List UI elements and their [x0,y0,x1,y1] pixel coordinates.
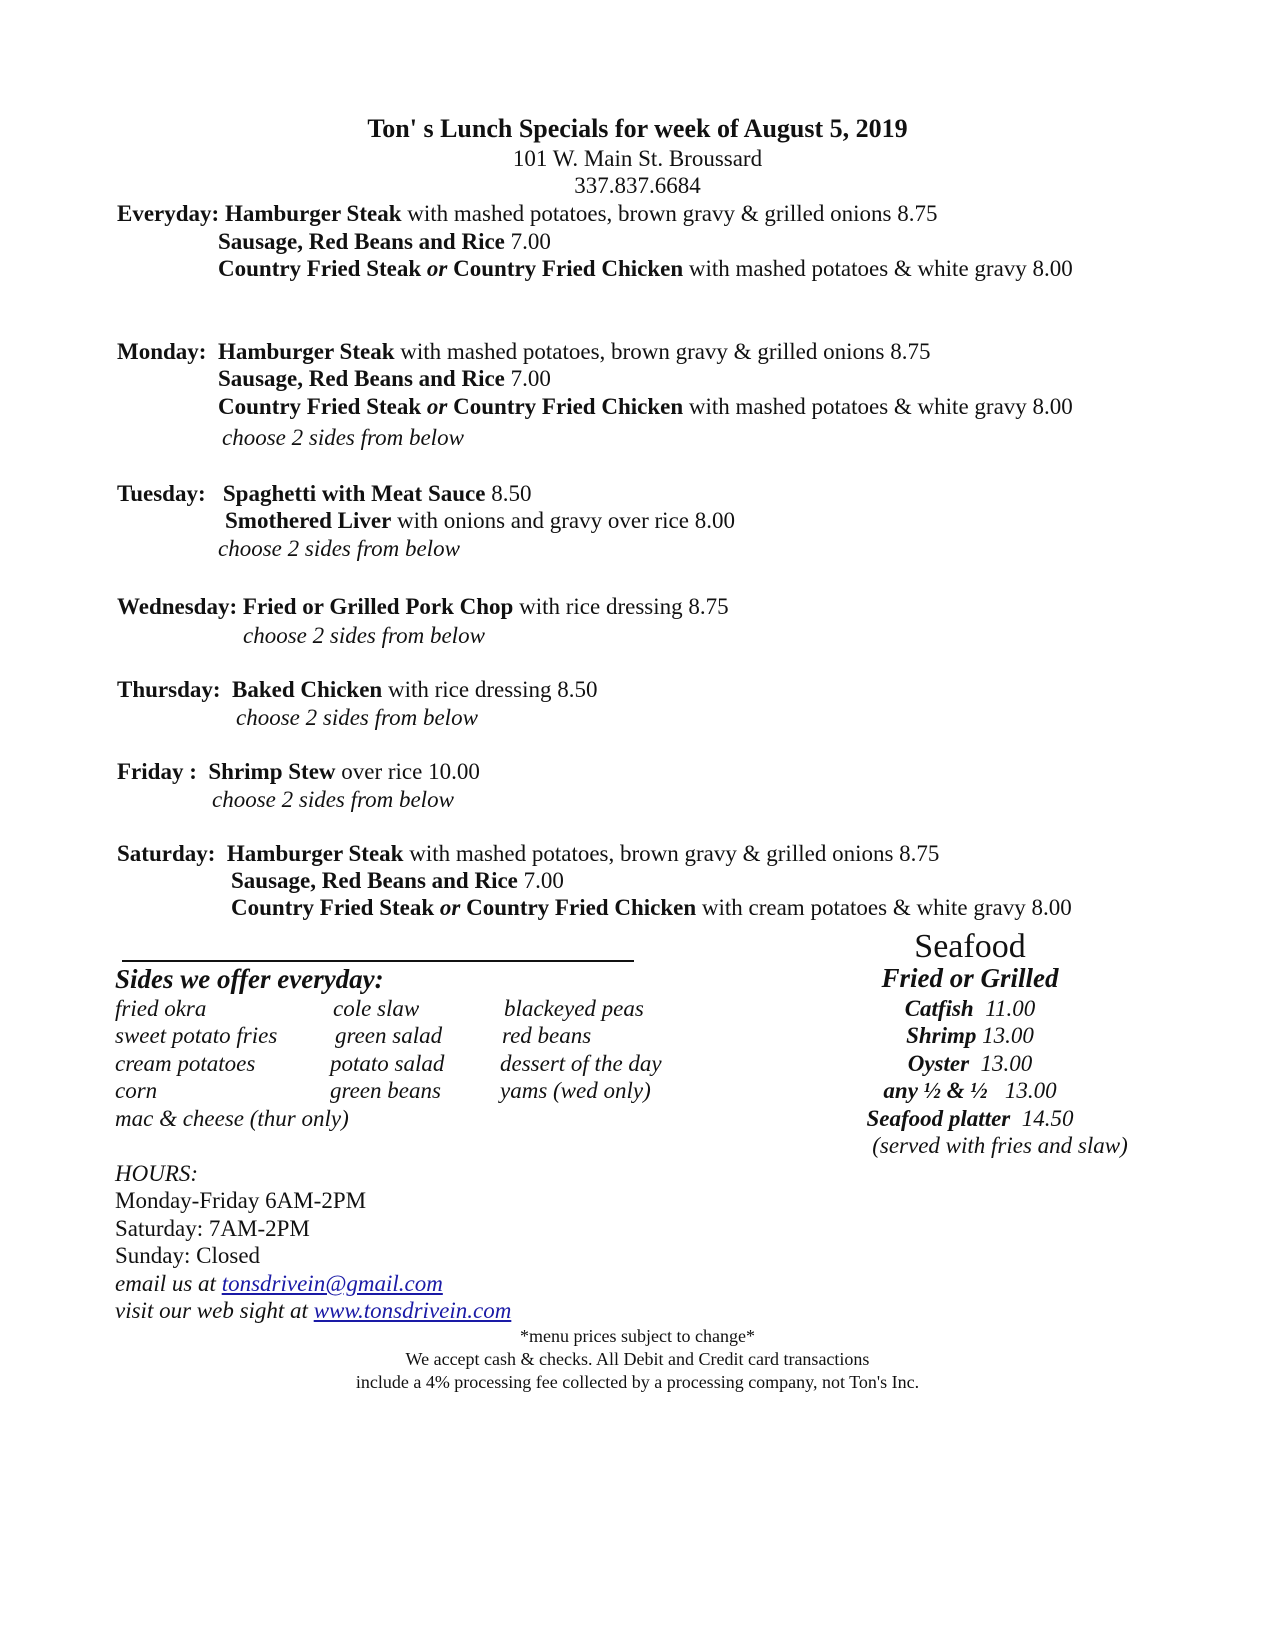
day-label: Saturday: [117,841,216,866]
menu-item-name: Country Fried Chicken [466,895,697,920]
hours-line: Saturday: 7AM-2PM [115,1216,310,1241]
saturday-line-3 [231,894,1072,922]
menu-item-name: Fried or Grilled Pork Chop [242,594,514,619]
footer-fee-note: include a 4% processing fee collected by a processing company, not Ton's Inc. [355,1372,920,1392]
address: 101 W. Main St. Broussard [512,146,763,171]
menu-item-name: Sausage, Red Beans and Rice [218,229,505,254]
menu-item-desc: with mashed potatoes & white gravy 8.00 [683,394,1073,419]
side-item: cole slaw [333,996,420,1021]
menu-item-desc: 7.00 [504,366,551,391]
menu-item-desc: with mashed potatoes & white gravy 8.00 [683,256,1073,281]
menu-item-desc: with mashed potatoes, brown gravy & grilled onions 8.75 [394,339,931,364]
menu-item-name: Sausage, Red Beans and Rice [231,868,518,893]
seafood-item: Oyster 13.00 [907,1051,1033,1076]
side-item: mac & cheese (thur only) [115,1106,349,1131]
menu-item-desc: with mashed potatoes, brown gravy & grilled onions 8.75 [403,841,940,866]
monday-line-3 [218,393,1073,421]
menu-item-name: Smothered Liver [225,508,392,533]
seafood-item: Seafood platter 14.50 [866,1106,1074,1131]
friday-sides-note: choose 2 sides from below [212,787,454,812]
side-item: red beans [502,1023,592,1048]
everyday-line-3 [218,255,1073,283]
footer-price-note: *menu prices subject to change* [520,1326,755,1346]
or-text: or [426,394,448,419]
day-label: Thursday: [117,677,221,702]
saturday-line-1 [117,840,939,868]
menu-item-name: Sausage, Red Beans and Rice [218,366,505,391]
friday-line-1 [117,758,480,786]
phone: 337.837.6684 [574,173,701,198]
seafood-item: any ½ & ½ 13.00 [883,1078,1057,1103]
side-item: green salad [335,1023,443,1048]
menu-item-name: Country Fried Steak [218,256,422,281]
side-item: dessert of the day [500,1051,662,1076]
seafood-heading: Seafood [914,928,1026,965]
menu-item-desc: with cream potatoes & white gravy 8.00 [696,895,1072,920]
website-line [115,1297,511,1325]
tuesday-sides-note: choose 2 sides from below [218,536,460,561]
day-label: Friday : [117,759,197,784]
side-item: green beans [330,1078,441,1103]
email-link[interactable]: tonsdrivein@gmail.com [221,1271,443,1296]
tuesday-line-1 [117,480,531,508]
menu-item-name: Country Fried Steak [231,895,435,920]
website-prefix: visit our web sight at [115,1298,314,1323]
email-prefix: email us at [115,1271,222,1296]
thursday-sides-note: choose 2 sides from below [236,705,478,730]
menu-item-desc: 7.00 [504,229,551,254]
day-label: Wednesday: [117,594,238,619]
menu-item-name: Country Fried Steak [218,394,422,419]
website-link[interactable]: www.tonsdrivein.com [313,1298,512,1323]
day-label: Monday: [117,339,207,364]
side-item: fried okra [115,996,207,1021]
hours-line: Sunday: Closed [115,1243,261,1268]
section-divider [122,960,634,962]
seafood-note: (served with fries and slaw) [872,1133,1128,1158]
menu-item-name: Hamburger Steak [226,841,404,866]
hours-line: Monday-Friday 6AM-2PM [115,1188,367,1213]
or-text: or [439,895,461,920]
menu-item-name: Hamburger Steak [217,339,395,364]
side-item: blackeyed peas [504,996,644,1021]
day-label: Everyday: [117,201,220,226]
menu-item-name: Spaghetti with Meat Sauce [222,481,486,506]
side-item: potato salad [330,1051,445,1076]
menu-item-desc: with onions and gravy over rice 8.00 [391,508,735,533]
day-label: Tuesday: [117,481,206,506]
monday-line-1 [117,338,930,366]
menu-item-desc: with mashed potatoes, brown gravy & grilled onions 8.75 [401,201,938,226]
seafood-subheading: Fried or Grilled [881,963,1059,993]
monday-line-2 [218,365,551,393]
tuesday-line-2 [225,507,735,535]
footer-payment-note: We accept cash & checks. All Debit and Credit card transactions [405,1349,870,1369]
side-item: yams (wed only) [500,1078,651,1103]
everyday-line-1 [117,200,937,228]
menu-item-name: Country Fried Chicken [453,394,684,419]
menu-item-desc: 8.50 [485,481,532,506]
wednesday-sides-note: choose 2 sides from below [243,623,485,648]
hours-heading: HOURS: [115,1161,199,1186]
menu-item-desc: with rice dressing 8.50 [382,677,598,702]
side-item: corn [115,1078,158,1103]
monday-sides-note: choose 2 sides from below [222,425,464,450]
menu-item-name: Country Fried Chicken [453,256,684,281]
saturday-line-2 [231,867,564,895]
menu-item-name: Shrimp Stew [208,759,336,784]
seafood-item: Catfish 11.00 [904,996,1036,1021]
menu-item-name: Hamburger Steak [224,201,402,226]
sides-heading: Sides we offer everyday: [115,964,384,994]
wednesday-line-1 [117,593,729,621]
seafood-item: Shrimp 13.00 [906,1023,1034,1048]
page-title: Ton' s Lunch Specials for week of August 5, 2019 [367,114,908,143]
menu-item-name: Baked Chicken [232,677,383,702]
everyday-line-2 [218,228,551,256]
email-line [115,1270,443,1298]
side-item: sweet potato fries [115,1023,278,1048]
thursday-line-1 [117,676,598,704]
menu-item-desc: over rice 10.00 [335,759,480,784]
menu-item-desc: with rice dressing 8.75 [513,594,729,619]
menu-item-desc: 7.00 [517,868,564,893]
side-item: cream potatoes [115,1051,256,1076]
or-text: or [426,256,448,281]
